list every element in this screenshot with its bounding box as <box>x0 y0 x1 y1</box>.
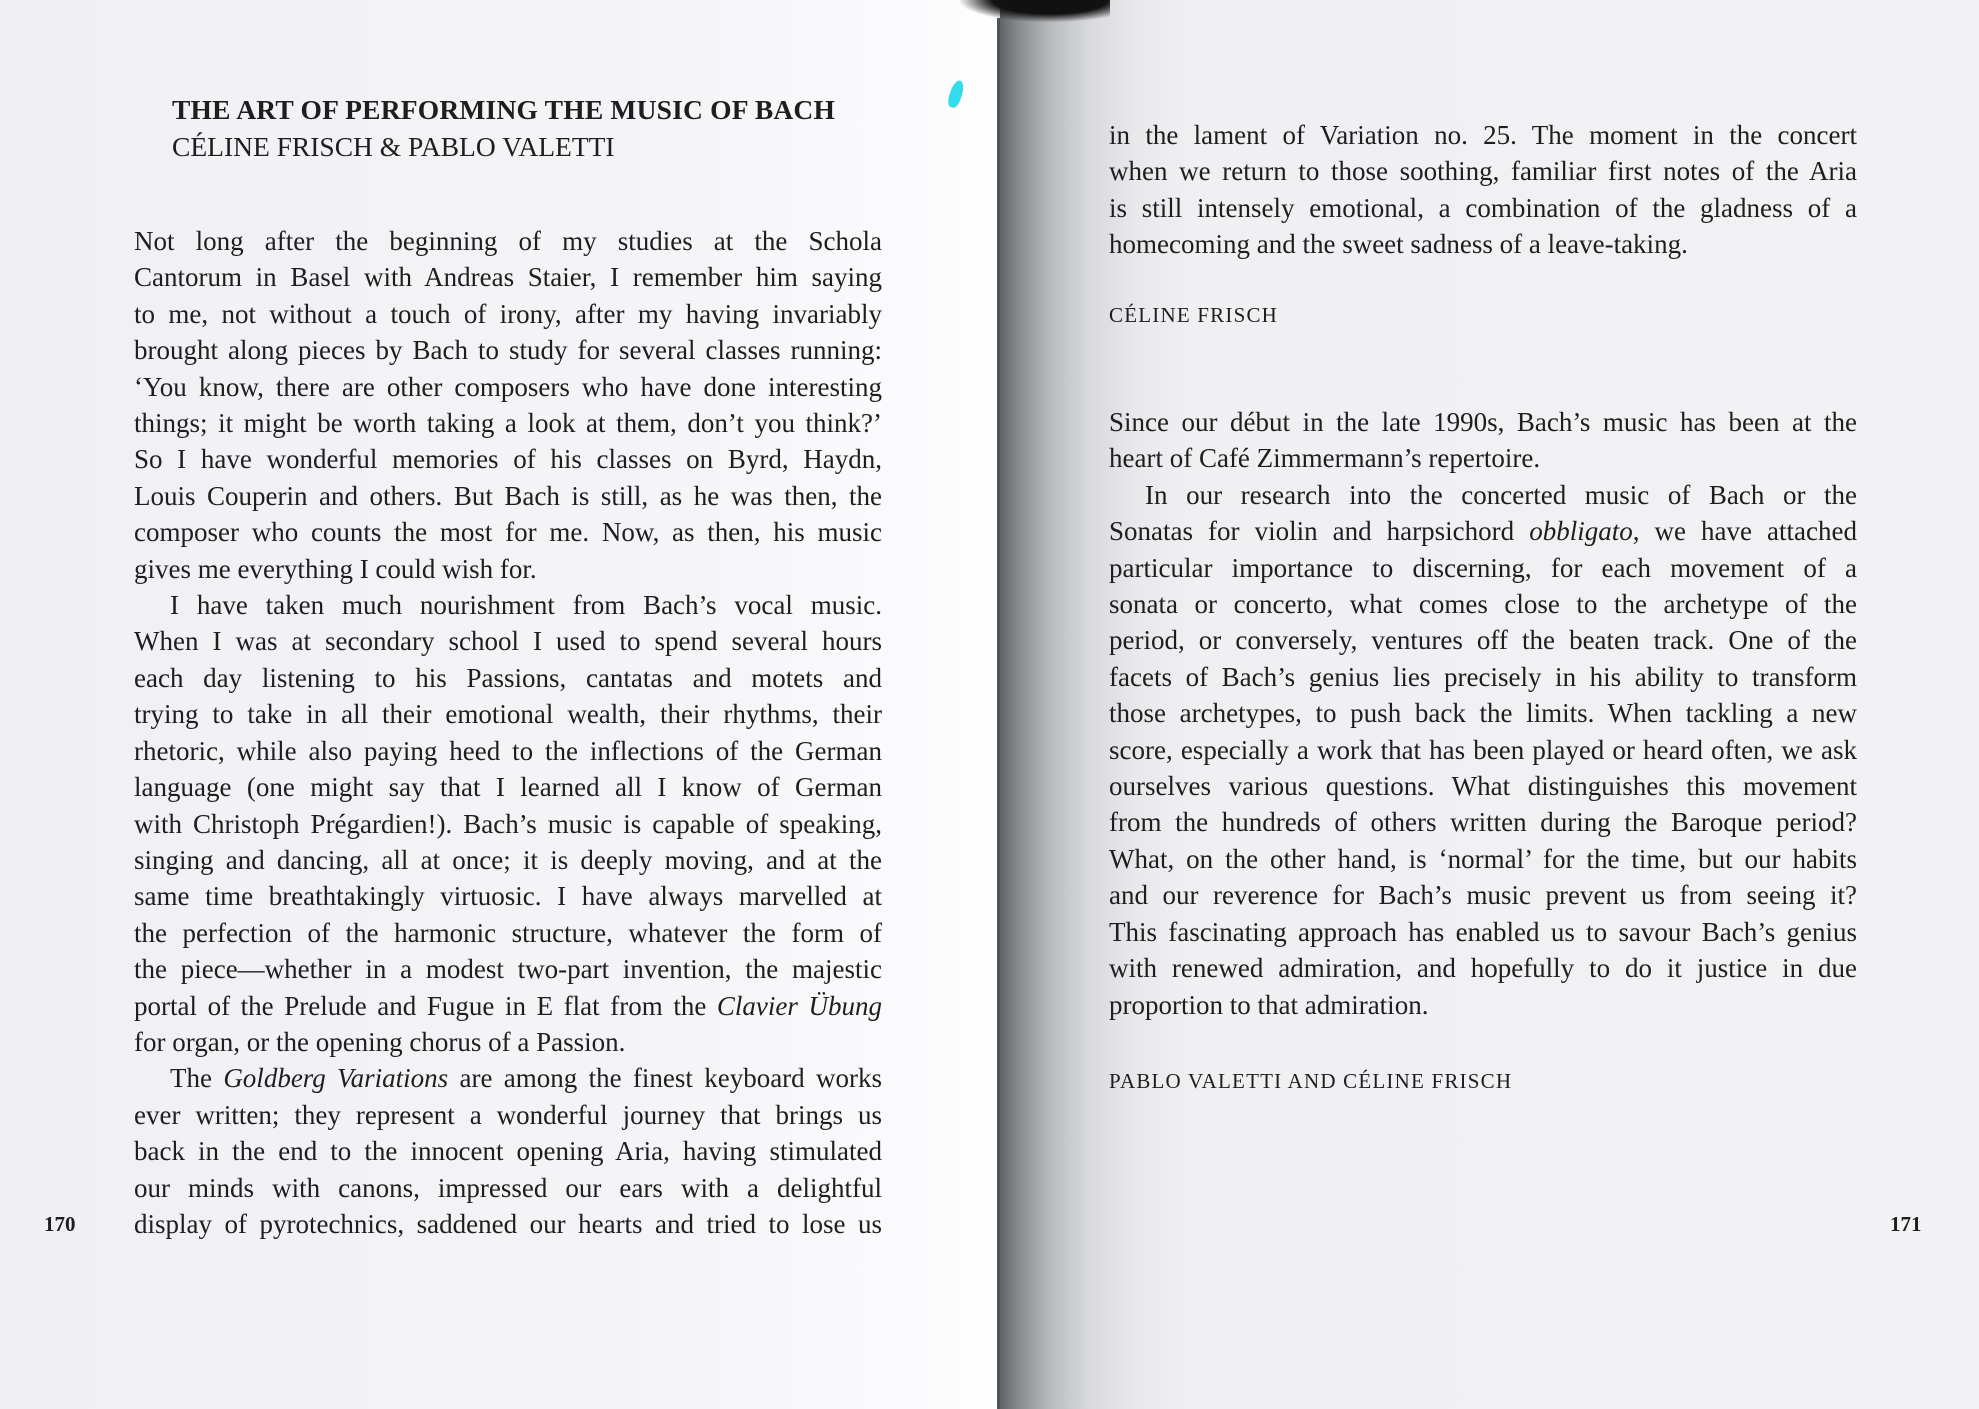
left-page-body <box>134 223 882 1242</box>
paragraph-line: In our research into the concerted music of Bach or the <box>1145 479 1857 510</box>
paragraph-line: ‘You know, there are other composers who have done interesting <box>134 371 882 402</box>
term-italic: obbligato <box>1529 516 1633 547</box>
paragraph-line: language (one might say that I learned all I know of German <box>134 772 882 803</box>
line-text: , we have attached <box>1632 516 1857 547</box>
work-title-italic: Clavier Übung <box>716 990 882 1021</box>
paragraph-line: composer who counts the most for me. Now, as then, his music <box>134 517 882 548</box>
paragraph-line: the piece—whether in a modest two-part invention, the majestic <box>134 954 882 985</box>
paragraph-line: sonata or concerto, what comes close to the archetype of the <box>1109 589 1857 620</box>
paragraph-line: facets of Bach’s genius lies precisely in his ability to transform <box>1109 661 1857 692</box>
paragraph-line: heart of Café Zimmermann’s repertoire. <box>1109 443 1541 474</box>
paragraph-line: with Christoph Prégardien!). Bach’s music is capable of speaking, <box>134 808 882 839</box>
paragraph-line: When I was at secondary school I used to spend several hours <box>134 626 882 657</box>
paragraph-line: particular importance to discerning, for each movement of a <box>1109 552 1857 583</box>
spine-top-shadow <box>960 0 1110 22</box>
paragraph-line: back in the end to the innocent opening Aria, having stimulated <box>134 1136 882 1167</box>
work-title-italic: Goldberg Variations <box>223 1063 449 1094</box>
paragraph-line <box>1109 513 1857 549</box>
line-text: portal of the Prelude and Fugue in E flat from the <box>134 990 717 1021</box>
paragraph-line: when we return to those soothing, familiar first notes of the Aria <box>1109 156 1857 187</box>
signature-celine-frisch: CÉLINE FRISCH <box>1109 303 1279 327</box>
paragraph-line: those archetypes, to push back the limits. When tackling a new <box>1109 698 1857 729</box>
paragraph-line: in the lament of Variation no. 25. The moment in the concert <box>1109 120 1857 150</box>
paragraph-line: display of pyrotechnics, saddened our hearts and tried to lose us <box>134 1208 882 1239</box>
right-page-body <box>1109 404 1857 1023</box>
paragraph-line: So I have wonderful memories of his classes on Byrd, Haydn, <box>134 444 882 475</box>
signature-pablo-valetti-celine-frisch: PABLO VALETTI AND CÉLINE FRISCH <box>1109 1069 1513 1093</box>
paragraph-line: homecoming and the sweet sadness of a leave-taking. <box>1109 229 1688 260</box>
right-page-continuation <box>1109 117 1857 263</box>
paragraph-line: our minds with canons, impressed our ears with a delightful <box>134 1172 882 1203</box>
line-text: are among the finest keyboard works <box>448 1063 882 1094</box>
paragraph-line: gives me everything I could wish for. <box>134 553 537 584</box>
paragraph-line: with renewed admiration, and hopefully to do it justice in due <box>1109 953 1857 984</box>
book-spine <box>997 18 1000 1409</box>
paragraph-line: from the hundreds of others written during the Baroque period? <box>1109 807 1857 838</box>
chapter-title: THE ART OF PERFORMING THE MUSIC OF BACH <box>172 94 836 125</box>
paragraph-line: the perfection of the harmonic structure, whatever the form of <box>134 917 882 948</box>
paragraph-line: ourselves various questions. What distinguishes this movement <box>1109 771 1857 802</box>
paragraph-line: This fascinating approach has enabled us to savour Bach’s genius <box>1109 916 1857 947</box>
paragraph-line: I have taken much nourishment from Bach’s vocal music. <box>170 590 882 621</box>
paragraph-line: singing and dancing, all at once; it is deeply moving, and at the <box>134 844 882 875</box>
page-number-left: 170 <box>44 1212 76 1236</box>
line-text: Sonatas for violin and harpsichord <box>1109 516 1530 547</box>
paragraph-line: Louis Couperin and others. But Bach is still, as he was then, the <box>134 480 882 511</box>
chapter-authors: CÉLINE FRISCH & PABLO VALETTI <box>172 131 615 162</box>
paragraph-line: Not long after the beginning of my studies at the Schola <box>134 226 882 256</box>
paragraph-line: is still intensely emotional, a combination of the gladness of a <box>1109 192 1857 223</box>
paragraph-line: Cantorum in Basel with Andreas Staier, I remember him saying <box>134 262 882 293</box>
paragraph-line: trying to take in all their emotional wealth, their rhythms, their <box>134 699 882 730</box>
paragraph-line: score, especially a work that has been played or heard often, we ask <box>1109 734 1857 765</box>
paragraph-line: to me, not without a touch of irony, after my having invariably <box>134 298 882 329</box>
paragraph-line: for organ, or the opening chorus of a Passion. <box>134 1026 626 1057</box>
paragraph-line: brought along pieces by Bach to study for several classes running: <box>134 335 882 366</box>
line-text: The <box>170 1063 224 1094</box>
paragraph-line: each day listening to his Passions, cantatas and motets and <box>134 662 882 693</box>
page-number-right: 171 <box>1890 1212 1922 1236</box>
paragraph-line: same time breathtakingly virtuosic. I have always marvelled at <box>134 881 882 912</box>
paragraph-line: Since our début in the late 1990s, Bach’s music has been at the <box>1109 407 1857 437</box>
paragraph-line: What, on the other hand, is ‘normal’ for the time, but our habits <box>1109 843 1857 874</box>
paragraph-line: proportion to that admiration. <box>1109 989 1429 1020</box>
paragraph-line <box>134 1060 882 1096</box>
paragraph-line <box>134 988 882 1024</box>
paragraph-line: and our reverence for Bach’s music prevent us from seeing it? <box>1109 880 1857 911</box>
paragraph-line: rhetoric, while also paying heed to the inflections of the German <box>134 735 882 766</box>
paragraph-line: ever written; they represent a wonderful journey that brings us <box>134 1099 882 1130</box>
paragraph-line: period, or conversely, ventures off the beaten track. One of the <box>1109 625 1857 656</box>
paragraph-line: things; it might be worth taking a look at them, don’t you think?’ <box>134 408 882 439</box>
